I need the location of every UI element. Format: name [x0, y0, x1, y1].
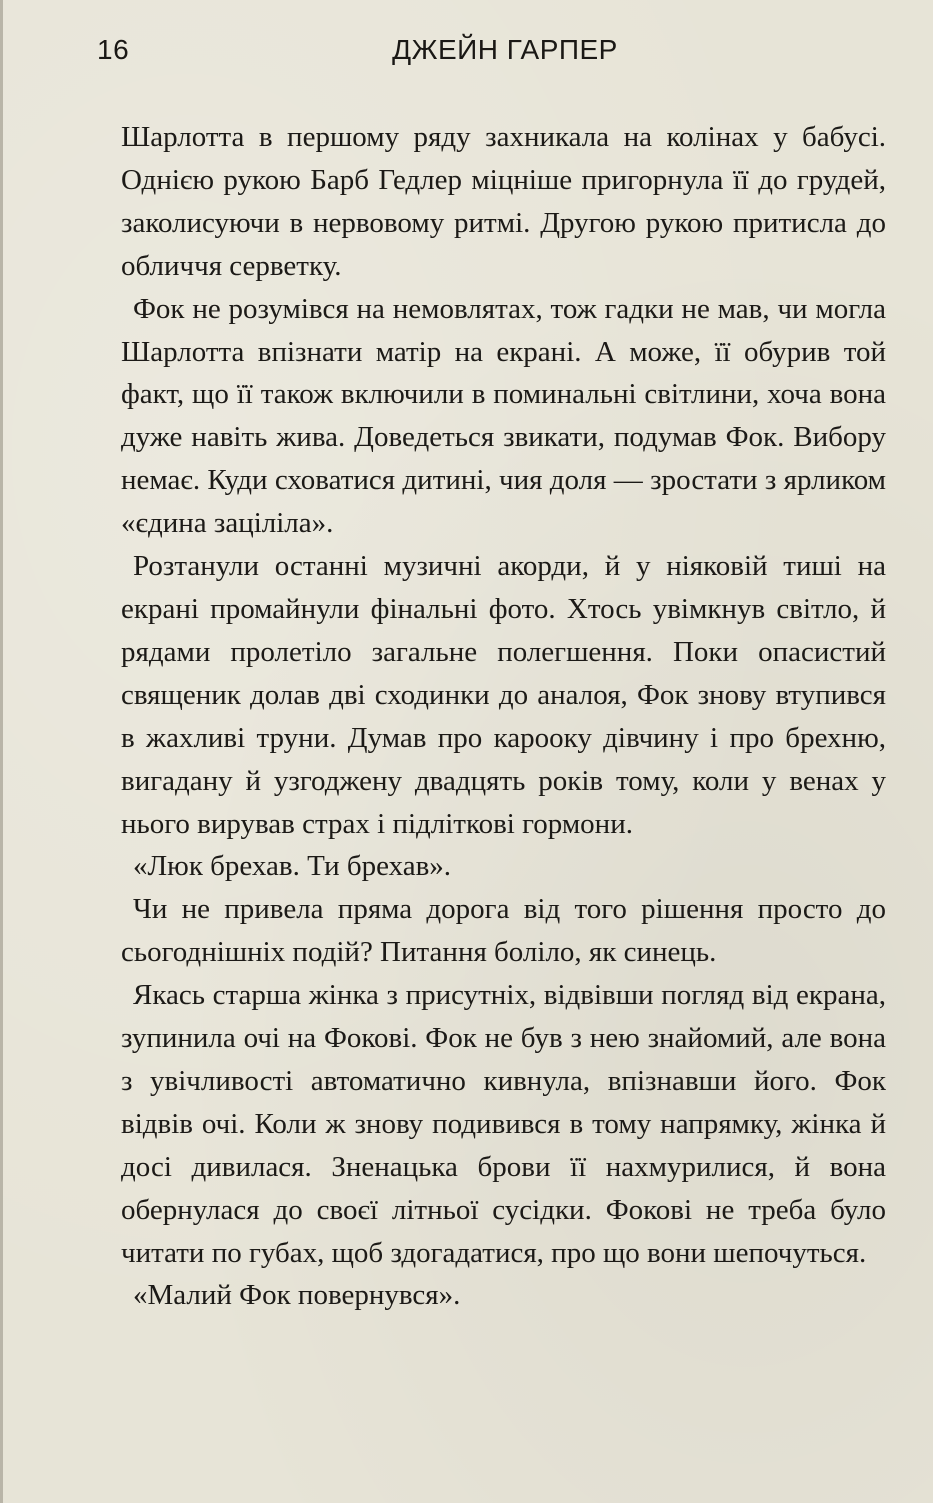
- running-head-author: ДЖЕЙН ГАРПЕР: [392, 34, 618, 65]
- paragraph-2: Фок не розумівся на немовлятах, тож гадки не мав, чи могла Шарлотта впізнати матір на екрані. А може, її обурив той факт, що її також включили в поминальні світлини, хоча вона дуже навіть жива. Доведеться звикати, подумав Фок. Вибору немає. Куди сховатися дитині, чия доля — зростати з ярликом «єдина заціліла».: [121, 292, 886, 540]
- page-number: 16: [97, 34, 130, 65]
- body-text: [121, 116, 886, 1317]
- paragraph-3: Розтанули останні музичні акорди, й у ніяковій тиші на екрані промайнули фінальні фото. Хтось увімкнув світло, й рядами пролетіло загальне полегшення. Поки опасистий священик долав дві сходинки до аналоя, Фок знову втупився в жахливі труни. Думав про карооку дівчину і про брехню, вигадану й узгоджену двадцять років тому, коли у венах у нього вирував страх і підліткові гормони.: [121, 550, 886, 840]
- page-header: [97, 30, 873, 70]
- paragraph-4: «Люк брехав. Ти брехав».: [133, 850, 452, 883]
- paragraph-6: Якась старша жінка з присутніх, відвівши погляд від екрана, зупинила очі на Фокові. Фок не був з нею знайомий, але вона з увічливості автоматично кивнула, впізнавши його. Фок відвів очі. Коли ж знову подивився в тому напрямку, жінка й досі дивилася. Зненацька брови її нахмурилися, й вона обернулася до своєї літньої сусідки. Фокові не треба було читати по губах, щоб здогадатися, про що вони шепочуться.: [121, 979, 886, 1269]
- paragraph-5: Чи не привела пряма дорога від того рішення просто до сьогоднішніх подій? Питання боліло, як синець.: [121, 893, 886, 969]
- paragraph-1: Шарлотта в першому ряду захникала на колінах у бабусі. Однією рукою Барб Гедлер міцніше пригорнула її до грудей, заколисуючи в нервовому ритмі. Другою рукою притисла до обличчя серветку.: [121, 121, 886, 282]
- paragraph-7: «Малий Фок повернувся».: [133, 1279, 461, 1312]
